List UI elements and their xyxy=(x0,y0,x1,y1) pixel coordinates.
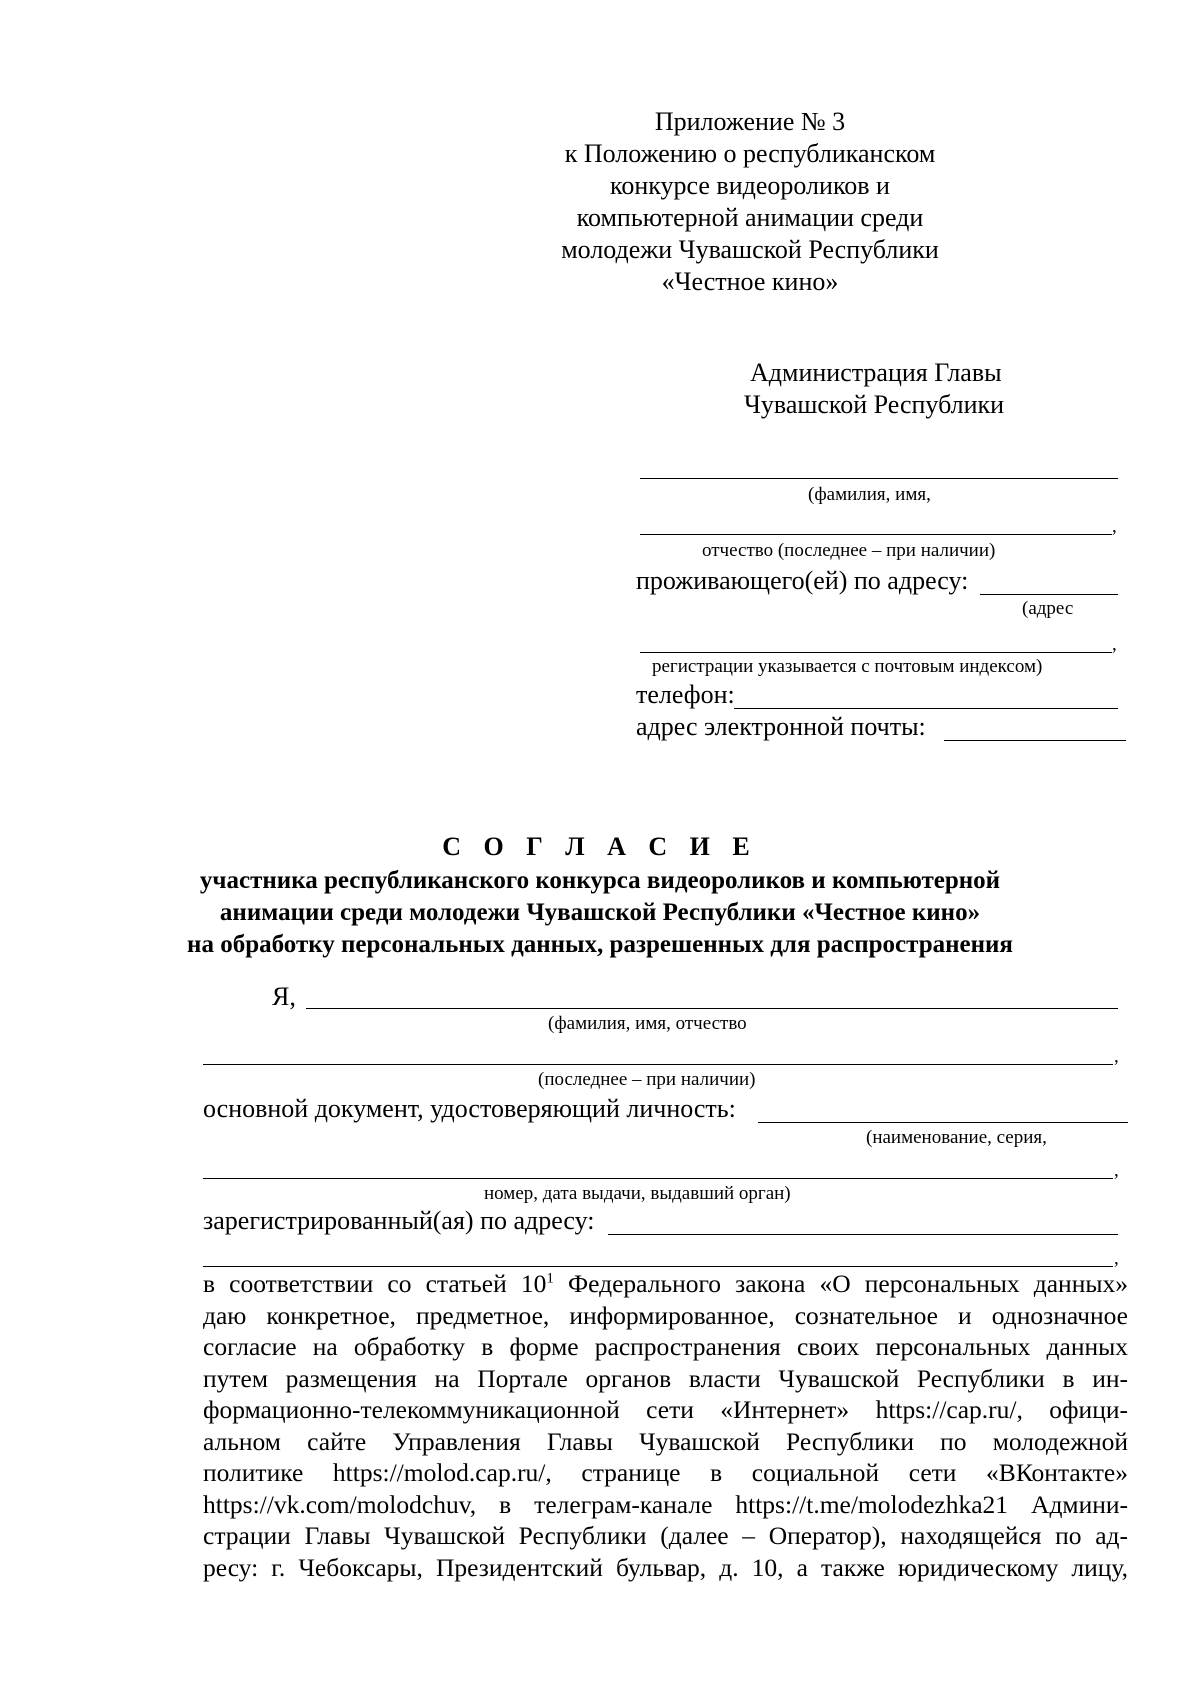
hint-doc-name: (наименование, серия, xyxy=(866,1127,1047,1148)
i-label: Я, xyxy=(272,982,296,1011)
appendix-title: Приложение № 3 xyxy=(654,107,846,136)
body-line: формационно-телекоммуникационной сети «Интернет» https://cap.ru/, офици- xyxy=(203,1395,1128,1424)
hint-name: (фамилия, имя, xyxy=(808,484,931,505)
appendix-line: молодежи Чувашской Республики xyxy=(561,235,939,264)
appendix-line: к Положению о республиканском xyxy=(564,139,936,168)
body-line: ресу: г. Чебоксары, Президентский бульвар, д. 10, а также юридическому лицу, xyxy=(203,1552,1128,1582)
body-line: даю конкретное, предметное, информированное, сознательное и однозначное xyxy=(203,1300,1128,1330)
comma: , xyxy=(1112,634,1117,655)
consent-subtitle-2: анимации среди молодежи Чувашской Республики «Честное кино» xyxy=(219,899,981,926)
doc-label: основной документ, удостоверяющий личность: xyxy=(203,1094,736,1123)
email-line[interactable] xyxy=(944,740,1126,741)
hint-address: (адрес xyxy=(1022,598,1074,619)
sender-patronymic-line[interactable] xyxy=(640,534,1112,535)
appendix-block xyxy=(490,106,1010,298)
comma: , xyxy=(1114,1046,1119,1067)
hint-fio: (фамилия, имя, отчество xyxy=(548,1013,747,1034)
comma: , xyxy=(1112,516,1117,537)
appendix-line: «Честное кино» xyxy=(661,267,839,296)
body-line: путем размещения на Портале органов власти Чувашской Республики в ин- xyxy=(203,1363,1128,1393)
registered-continued-line[interactable] xyxy=(203,1266,1113,1267)
consent-subtitle-1: участника республиканского конкурса видеороликов и компьютерной xyxy=(199,867,1001,894)
body-line: согласие на обработку в форме распространения своих персональных данных xyxy=(203,1332,1128,1361)
hint-patronymic: отчество (последнее – при наличии) xyxy=(702,540,996,561)
fio-continued-line[interactable] xyxy=(203,1064,1113,1065)
appendix-line: конкурсе видеороликов и xyxy=(610,171,890,200)
body-line: https://vk.com/molodchuv, в телеграм-канале https://t.me/molodezhka21 Админи- xyxy=(203,1489,1128,1519)
phone-label: телефон: xyxy=(636,680,735,709)
body-line: альном сайте Управления Главы Чувашской Республики по молодежной xyxy=(203,1426,1128,1456)
hint-last: (последнее – при наличии) xyxy=(538,1069,756,1090)
consent-body xyxy=(203,1268,1128,1583)
residing-address-line[interactable] xyxy=(980,594,1118,595)
fio-line[interactable] xyxy=(306,1008,1118,1009)
doc-continued-line[interactable] xyxy=(203,1178,1113,1179)
addressee-line-2: Чувашской Республики xyxy=(744,390,1005,419)
comma: , xyxy=(1114,1248,1119,1269)
residing-label: проживающего(ей) по адресу: xyxy=(636,566,969,595)
body-line: в соответствии со статьей $10^1$ Федерального закона «О персональных данных» xyxy=(203,1269,1128,1298)
appendix-line: компьютерной анимации среди xyxy=(576,203,924,232)
body-line: политике https://molod.cap.ru/, странице в социальной сети «ВКонтакте» xyxy=(203,1458,1128,1487)
sender-name-line[interactable] xyxy=(640,478,1118,479)
body-line: страции Главы Чувашской Республики (далее – Оператор), находящейся по ад- xyxy=(203,1521,1128,1550)
consent-heading: С О Г Л А С И Е xyxy=(442,832,758,861)
phone-line[interactable] xyxy=(734,708,1118,709)
doc-line[interactable] xyxy=(758,1122,1128,1123)
hint-doc-issue: номер, дата выдачи, выдавший орган) xyxy=(484,1183,791,1204)
consent-subtitle-3: на обработку персональных данных, разрешенных для распространения xyxy=(187,931,1013,958)
registration-address-line[interactable] xyxy=(640,652,1112,653)
email-label: адрес электронной почты: xyxy=(636,712,926,741)
hint-registration: регистрации указывается с почтовым индексом) xyxy=(652,656,1043,677)
registered-address-line[interactable] xyxy=(608,1234,1118,1235)
addressee-line-1: Администрация Главы xyxy=(750,358,1002,387)
registered-label: зарегистрированный(ая) по адресу: xyxy=(203,1206,595,1235)
comma: , xyxy=(1114,1160,1119,1181)
